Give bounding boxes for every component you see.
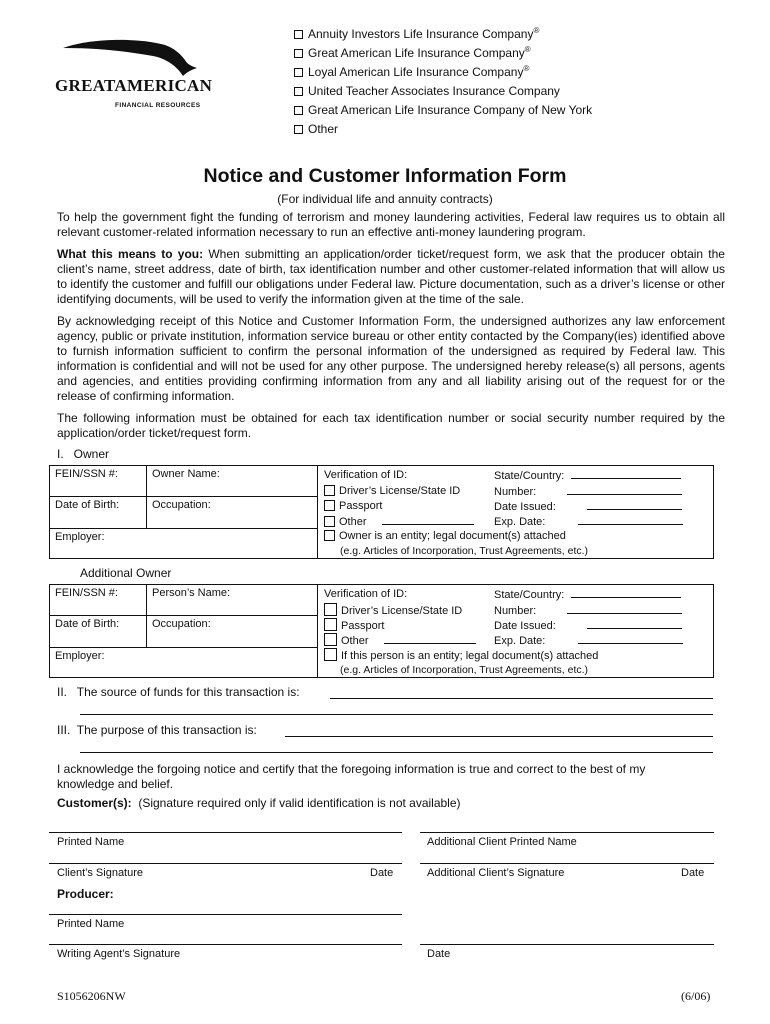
company-checkbox[interactable] [294, 68, 303, 77]
writing-agent-signature-label: Writing Agent’s Signature [57, 948, 181, 960]
addl-occupation-cell[interactable]: Occupation: [147, 616, 318, 647]
company-item[interactable]: United Teacher Associates Insurance Company [294, 80, 592, 99]
producer-date-label: Date [427, 948, 451, 960]
purpose-label: III. The purpose of this transaction is: [57, 723, 257, 737]
owner-state-field[interactable]: State/Country: [494, 468, 681, 485]
revision-date: (6/06) [681, 989, 711, 1003]
checkbox[interactable] [324, 603, 337, 616]
addl-fein-cell[interactable]: FEIN/SSN #: [50, 585, 147, 616]
checkbox[interactable] [324, 633, 337, 646]
meaning-paragraph [57, 247, 725, 307]
printed-name-line[interactable] [49, 832, 402, 833]
owner-verification-cell: Verification of ID: Driver’s License/State ID Passport Other Owner is an entity; legal document(s) attached (e.g. Articles of Incorporation, Trust Agreements, etc.) State/Country: Number: Date Issued: Exp. Date: [318, 466, 714, 559]
owner-name-cell[interactable]: Owner Name: [147, 466, 318, 497]
intro-paragraph: To help the government fight the funding of terrorism and money laundering activities, Federal law requires us to obtain all relevant customer-related information necessary to run an effective anti-money laundering program. [57, 210, 725, 239]
company-item[interactable]: Other [294, 118, 592, 137]
company-item[interactable]: Great American Life Insurance Company® [294, 42, 592, 61]
page-subtitle: (For individual life and annuity contracts) [277, 192, 493, 206]
owner-fein-cell[interactable]: FEIN/SSN #: [50, 466, 147, 497]
owner-entity-option[interactable]: Owner is an entity; legal document(s) attached [324, 529, 566, 545]
company-item[interactable]: Great American Life Insurance Company of New York [294, 99, 592, 118]
company-checkbox[interactable] [294, 30, 303, 39]
addl-client-signature-label: Additional Client’s Signature [427, 867, 565, 879]
printed-name-label: Printed Name [57, 836, 125, 848]
owner-other-option[interactable]: Other [324, 514, 474, 531]
other-line[interactable] [384, 633, 476, 644]
acknowledge-paragraph: By acknowledging receipt of this Notice and Customer Information Form, the undersigned authorizes any law enforcement agency, public or private institution, information service bureau or other entity contacted by the Company(ies) identified above to furnish information sufficient to confirm the personal information of the undersigned as required by Federal law. This information is confidential and will not be used for any other purpose. The undersigned hereby release(s) all persons, agents and agencies, and entities providing confirming information from any and all liability arising out of the request for or the release of confirming information. [57, 314, 725, 403]
addl-passport-option[interactable]: Passport [324, 618, 384, 635]
producer-label: Producer: [57, 887, 114, 901]
addl-owner-heading: Additional Owner [80, 566, 172, 580]
checkbox[interactable] [324, 500, 335, 511]
owner-issued-field[interactable]: Date Issued: [494, 499, 682, 516]
client-signature-line[interactable] [49, 863, 402, 864]
company-checkbox[interactable] [294, 106, 303, 115]
owner-dob-cell[interactable]: Date of Birth: [50, 497, 147, 528]
addl-verification-cell: Verification of ID: Driver’s License/State ID Passport Other If this person is an entity; legal document(s) attached (e.g. Articles of Incorporation, Trust Agreements, etc.) State/Country: Number: Date Issued: Exp. Date: [318, 585, 714, 678]
company-list [294, 23, 592, 137]
checkbox[interactable] [324, 618, 337, 631]
owner-exp-field[interactable]: Exp. Date: [494, 514, 683, 531]
producer-printed-name-label: Printed Name [57, 918, 125, 930]
client-date-label: Date [370, 867, 394, 879]
addl-number-field[interactable]: Number: [494, 603, 682, 620]
addl-owner-table [49, 584, 714, 678]
logo-brand: GREATAMERICAN [55, 76, 213, 95]
addl-issued-field[interactable]: Date Issued: [494, 618, 682, 635]
purpose-line-2[interactable] [80, 752, 713, 753]
certify-paragraph: I acknowledge the forgoing notice and certify that the foregoing information is true and correct to the best of my knowledge and belief. [57, 762, 646, 791]
logo [55, 36, 245, 116]
client-signature-label: Client’s Signature [57, 867, 144, 879]
addl-employer-cell[interactable]: Employer: [50, 647, 318, 677]
other-line[interactable] [382, 514, 474, 525]
addl-other-option[interactable]: Other [324, 633, 476, 650]
addl-state-field[interactable]: State/Country: [494, 587, 681, 604]
owner-occupation-cell[interactable]: Occupation: [147, 497, 318, 528]
owner-heading: I. Owner [57, 447, 110, 461]
producer-date-line[interactable] [420, 944, 714, 945]
owner-passport-option[interactable]: Passport [324, 499, 382, 515]
owner-employer-cell[interactable]: Employer: [50, 528, 318, 558]
addl-printed-name-label: Additional Client Printed Name [427, 836, 577, 848]
company-checkbox[interactable] [294, 87, 303, 96]
checkbox[interactable] [324, 516, 335, 527]
addl-dl-option[interactable]: Driver’s License/State ID [324, 603, 462, 620]
addl-name-cell[interactable]: Person’s Name: [147, 585, 318, 616]
addl-printed-name-line[interactable] [420, 832, 714, 833]
company-checkbox[interactable] [294, 125, 303, 134]
page-title: Notice and Customer Information Form [203, 165, 567, 187]
company-item[interactable]: Annuity Investors Life Insurance Company® [294, 23, 592, 42]
checkbox[interactable] [324, 530, 335, 541]
addl-client-date-label: Date [681, 867, 705, 879]
owner-table [49, 465, 714, 559]
source-line-2[interactable] [80, 714, 713, 715]
customers-line: Customer(s): (Signature required only if valid identification is not available) [57, 796, 461, 810]
purpose-line[interactable] [285, 736, 713, 737]
form-code: S1056206NW [57, 989, 126, 1003]
addl-exp-field[interactable]: Exp. Date: [494, 633, 683, 650]
producer-printed-name-line[interactable] [49, 914, 402, 915]
owner-dl-option[interactable]: Driver’s License/State ID [324, 484, 460, 500]
addl-dob-cell[interactable]: Date of Birth: [50, 616, 147, 647]
meaning-text: When submitting an application/order ticket/request form, we ask that the producer obtain the client’s name, street address, date of birth, tax identification number and other customer-related information that will allow us to identify the customer and fulfill our obligations under Federal law. Picture documentation, such as a driver’s license or other identifying documents, will be used to verify the information given at the time of the sale. [57, 247, 725, 306]
checkbox[interactable] [324, 485, 335, 496]
logo-subtitle: FINANCIAL RESOURCES [115, 102, 201, 109]
owner-number-field[interactable]: Number: [494, 484, 682, 501]
writing-agent-signature-line[interactable] [49, 944, 402, 945]
company-item[interactable]: Loyal American Life Insurance Company® [294, 61, 592, 80]
source-line[interactable] [330, 698, 713, 699]
company-checkbox[interactable] [294, 49, 303, 58]
following-paragraph: The following information must be obtained for each tax identification number or social security number required by the application/order ticket/request form. [57, 411, 725, 440]
meaning-label: What this means to you: [57, 247, 204, 261]
addl-entity-option[interactable]: If this person is an entity; legal document(s) attached [324, 648, 598, 665]
addl-client-signature-line[interactable] [420, 863, 714, 864]
source-label: II. The source of funds for this transaction is: [57, 685, 300, 699]
checkbox[interactable] [324, 648, 337, 661]
